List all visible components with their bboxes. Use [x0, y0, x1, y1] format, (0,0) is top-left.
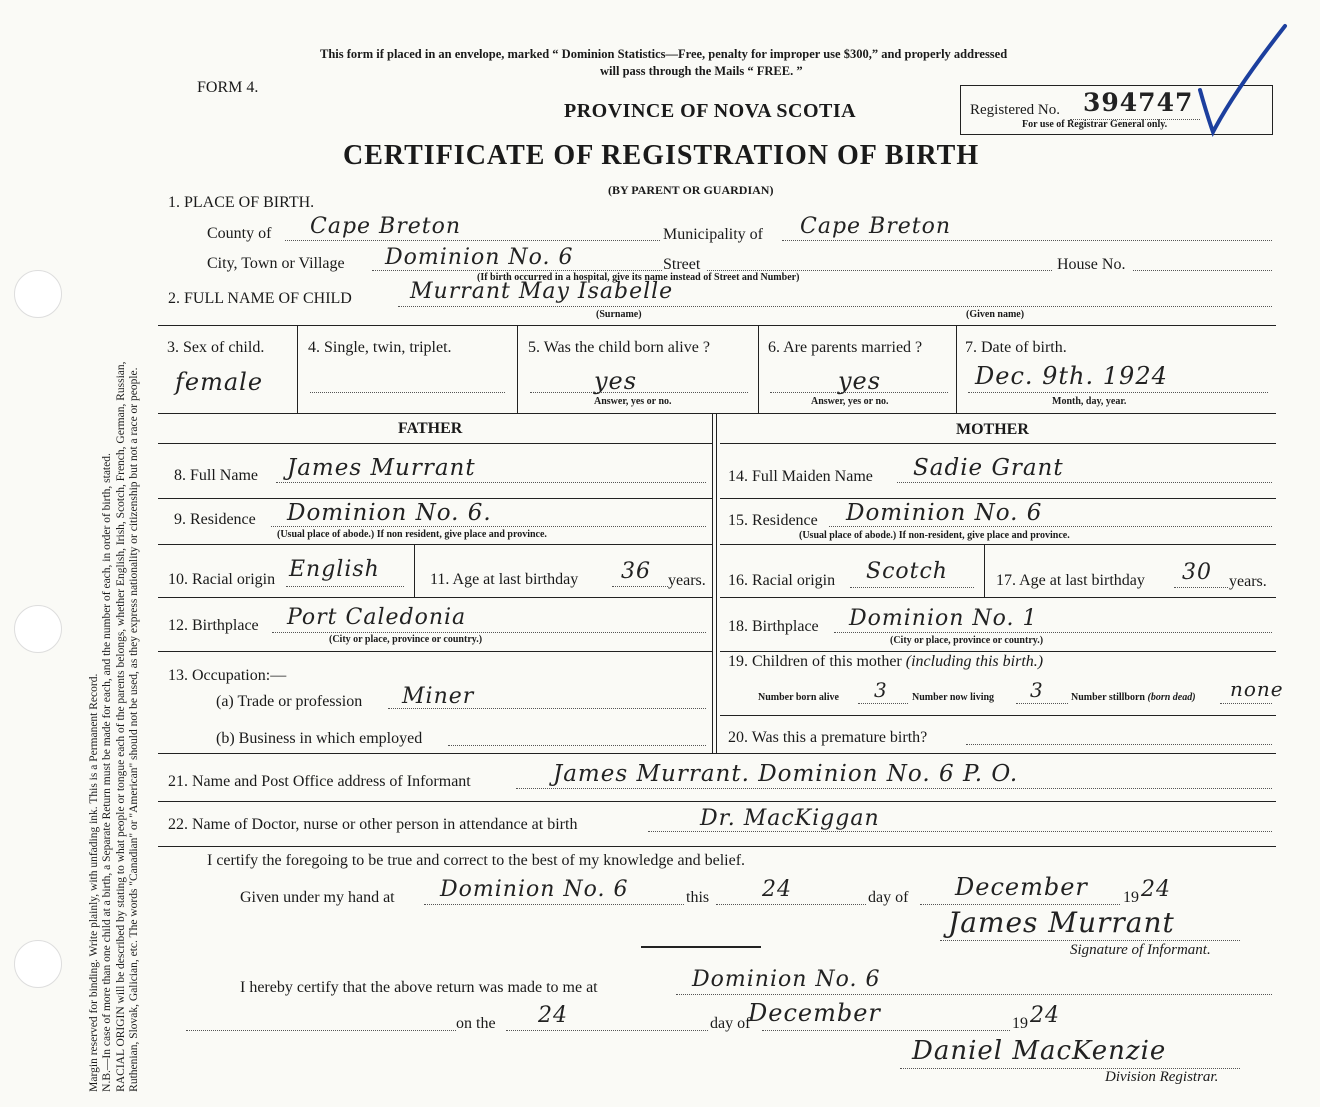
father-racial-origin-label: 10. Racial origin — [168, 571, 276, 588]
father-age-label: 11. Age at last birthday — [430, 571, 579, 588]
date-of-birth-label: 7. Date of birth. — [965, 339, 1067, 356]
father-name-value: James Murrant — [287, 455, 476, 481]
margin-instructions — [88, 82, 142, 1092]
given-day: 24 — [762, 877, 792, 902]
given-month: December — [955, 873, 1088, 901]
father-birthplace-value: Port Caledonia — [287, 605, 467, 630]
city-label: City, Town or Village — [207, 255, 345, 272]
plurality-label: 4. Single, twin, triplet. — [308, 339, 452, 356]
now-living-count-value: 3 — [1030, 678, 1044, 702]
mother-residence-label: 15. Residence — [728, 512, 818, 529]
trade-value: Miner — [402, 684, 475, 709]
mother-maiden-name-value: Sadie Grant — [913, 455, 1064, 481]
mother-heading: MOTHER — [956, 421, 1029, 438]
registrar-day-of-label: day of — [710, 1015, 751, 1032]
trade-label: (a) Trade or profession — [216, 693, 363, 710]
page-subtitle: (BY PARENT OR GUARDIAN) — [608, 183, 774, 197]
now-living-count-label: Number now living — [912, 692, 995, 703]
date-of-birth-caption: Month, day, year. — [1052, 396, 1127, 407]
child-name-value: Murrant May Isabelle — [410, 279, 674, 304]
children-of-mother-note: (including this birth.) — [905, 653, 1044, 670]
mother-age-value: 30 — [1182, 560, 1212, 585]
occupation-label: 13. Occupation:— — [168, 667, 287, 684]
binding-hole-bottom — [14, 940, 62, 988]
margin-line-4: Ruthenian, Slovak, Galician, etc. The words "Canadian" or "American" should not be used, as they express nationality or citizenship but not a race or people. — [128, 367, 141, 1092]
given-at-label: Given under my hand at — [240, 889, 395, 906]
parents-married-caption: Answer, yes or no. — [811, 396, 889, 407]
registrar-month: December — [748, 999, 881, 1027]
registrar-year: 24 — [1030, 1003, 1060, 1028]
father-name-label: 8. Full Name — [174, 467, 258, 484]
registrar-on-the-label: on the — [456, 1015, 496, 1032]
born-alive-caption: Answer, yes or no. — [594, 396, 672, 407]
mother-birthplace-value: Dominion No. 1 — [849, 606, 1038, 631]
registrar-year-prefix: 19 — [1012, 1015, 1028, 1032]
parents-married-value: yes — [838, 367, 882, 395]
given-year: 24 — [1141, 877, 1171, 902]
born-alive-count-label: Number born alive — [758, 692, 839, 703]
province-heading: PROVINCE OF NOVA SCOTIA — [564, 100, 857, 122]
born-alive-value: yes — [594, 367, 638, 395]
given-at-place: Dominion No. 6 — [440, 877, 629, 902]
given-year-prefix: 19 — [1123, 889, 1139, 906]
mother-racial-origin-value: Scotch — [866, 559, 948, 584]
parents-married-label: 6. Are parents married ? — [768, 339, 923, 356]
registrar-caption: Division Registrar. — [1105, 1069, 1219, 1085]
born-alive-count-value: 3 — [874, 678, 888, 702]
mother-racial-origin-label: 16. Racial origin — [728, 572, 836, 589]
registrar-day: 24 — [538, 1003, 568, 1028]
registrar-place: Dominion No. 6 — [692, 967, 881, 992]
business-label: (b) Business in which employed — [216, 730, 423, 747]
hospital-note: (If birth occurred in a hospital, give its name instead of Street and Number) — [477, 272, 800, 283]
informant-signature: James Murrant — [948, 906, 1175, 939]
date-of-birth-value: Dec. 9th. 1924 — [975, 362, 1168, 390]
informant-value: James Murrant. Dominion No. 6 P. O. — [553, 761, 1019, 787]
stillborn-count-note: (born dead) — [1147, 692, 1196, 703]
sex-label: 3. Sex of child. — [167, 339, 265, 356]
postal-note-2: will pass through the Mails “ FREE. ” — [600, 64, 803, 78]
premature-birth-label: 20. Was this a premature birth? — [728, 729, 928, 746]
informant-label: 21. Name and Post Office address of Informant — [168, 773, 471, 790]
born-alive-label: 5. Was the child born alive ? — [528, 339, 710, 356]
municipality-label: Municipality of — [663, 226, 763, 243]
doctor-value: Dr. MacKiggan — [700, 806, 880, 831]
registered-label: Registered No. — [970, 102, 1060, 118]
informant-signature-caption: Signature of Informant. — [1070, 942, 1211, 958]
registrar-signature: Daniel MacKenzie — [912, 1036, 1167, 1066]
mother-residence-value: Dominion No. 6 — [846, 500, 1043, 526]
house-number-label: House No. — [1057, 256, 1126, 273]
father-residence-caption: (Usual place of abode.) If non resident, give place and province. — [277, 529, 547, 540]
margin-line-1: Margin reserved for binding. Write plainly, with unfading ink. This is a Permanent Record. — [88, 673, 101, 1092]
mother-maiden-name-label: 14. Full Maiden Name — [728, 468, 873, 485]
page-title: CERTIFICATE OF REGISTRATION OF BIRTH — [343, 140, 980, 171]
city-value: Dominion No. 6 — [385, 245, 574, 270]
doctor-label: 22. Name of Doctor, nurse or other person in attendance at birth — [168, 816, 578, 833]
postal-note-1: This form if placed in an envelope, marked “ Dominion Statistics—Free, penalty for improper use $300,” and properly addressed — [320, 47, 1008, 61]
registrar-statement: I hereby certify that the above return was made to me at — [240, 979, 598, 996]
form-number: FORM 4. — [197, 79, 259, 96]
margin-line-3: RACIAL ORIGIN will be described by stating to what people or tongue each of the parents belongs, whether English, Irish, Scotch, French, German, Russian, — [115, 361, 127, 1092]
margin-line-2: N.B.—In case of more than one child at a birth, a Separate Return must be made for each, and the number of each, in order of birth, stated. — [101, 453, 114, 1092]
sex-value: female — [175, 368, 264, 396]
given-name-caption: (Given name) — [966, 309, 1025, 320]
check-mark-icon — [1195, 20, 1295, 140]
father-age-value: 36 — [621, 559, 651, 584]
binding-hole-middle — [14, 605, 62, 653]
mother-birthplace-label: 18. Birthplace — [728, 618, 819, 635]
father-residence-label: 9. Residence — [174, 511, 256, 528]
binding-hole-top — [14, 270, 62, 318]
surname-caption: (Surname) — [596, 309, 642, 320]
given-day-of-label: day of — [868, 889, 909, 906]
certify-statement: I certify the foregoing to be true and correct to the best of my knowledge and belief. — [207, 852, 746, 869]
given-this-label: this — [686, 889, 710, 906]
county-value: Cape Breton — [310, 214, 462, 239]
mother-birthplace-caption: (City or place, province or country.) — [890, 635, 1044, 646]
father-birthplace-caption: (City or place, province or country.) — [329, 634, 483, 645]
father-heading: FATHER — [398, 420, 463, 437]
stillborn-count-label: Number stillborn (born dead) — [1071, 692, 1196, 703]
place-section-label: 1. PLACE OF BIRTH. — [168, 194, 315, 211]
registrar-note: For use of Registrar General only. — [1022, 119, 1168, 130]
mother-age-units: years. — [1229, 573, 1267, 590]
mother-age-label: 17. Age at last birthday — [996, 572, 1145, 589]
father-age-units: years. — [668, 572, 706, 589]
municipality-value: Cape Breton — [800, 214, 952, 239]
child-name-label: 2. FULL NAME OF CHILD — [168, 290, 352, 307]
county-label: County of — [207, 225, 272, 242]
father-racial-origin-value: English — [289, 557, 380, 582]
father-residence-value: Dominion No. 6. — [287, 500, 492, 526]
father-birthplace-label: 12. Birthplace — [168, 617, 259, 634]
children-of-mother-label: 19. Children of this mother (including this birth.) — [728, 653, 1044, 670]
registered-number: 394747 — [1083, 88, 1194, 117]
mother-residence-caption: (Usual place of abode.) If non-resident, give place and province. — [799, 530, 1070, 541]
street-label: Street — [663, 256, 701, 273]
stillborn-count-value: none — [1230, 677, 1284, 701]
